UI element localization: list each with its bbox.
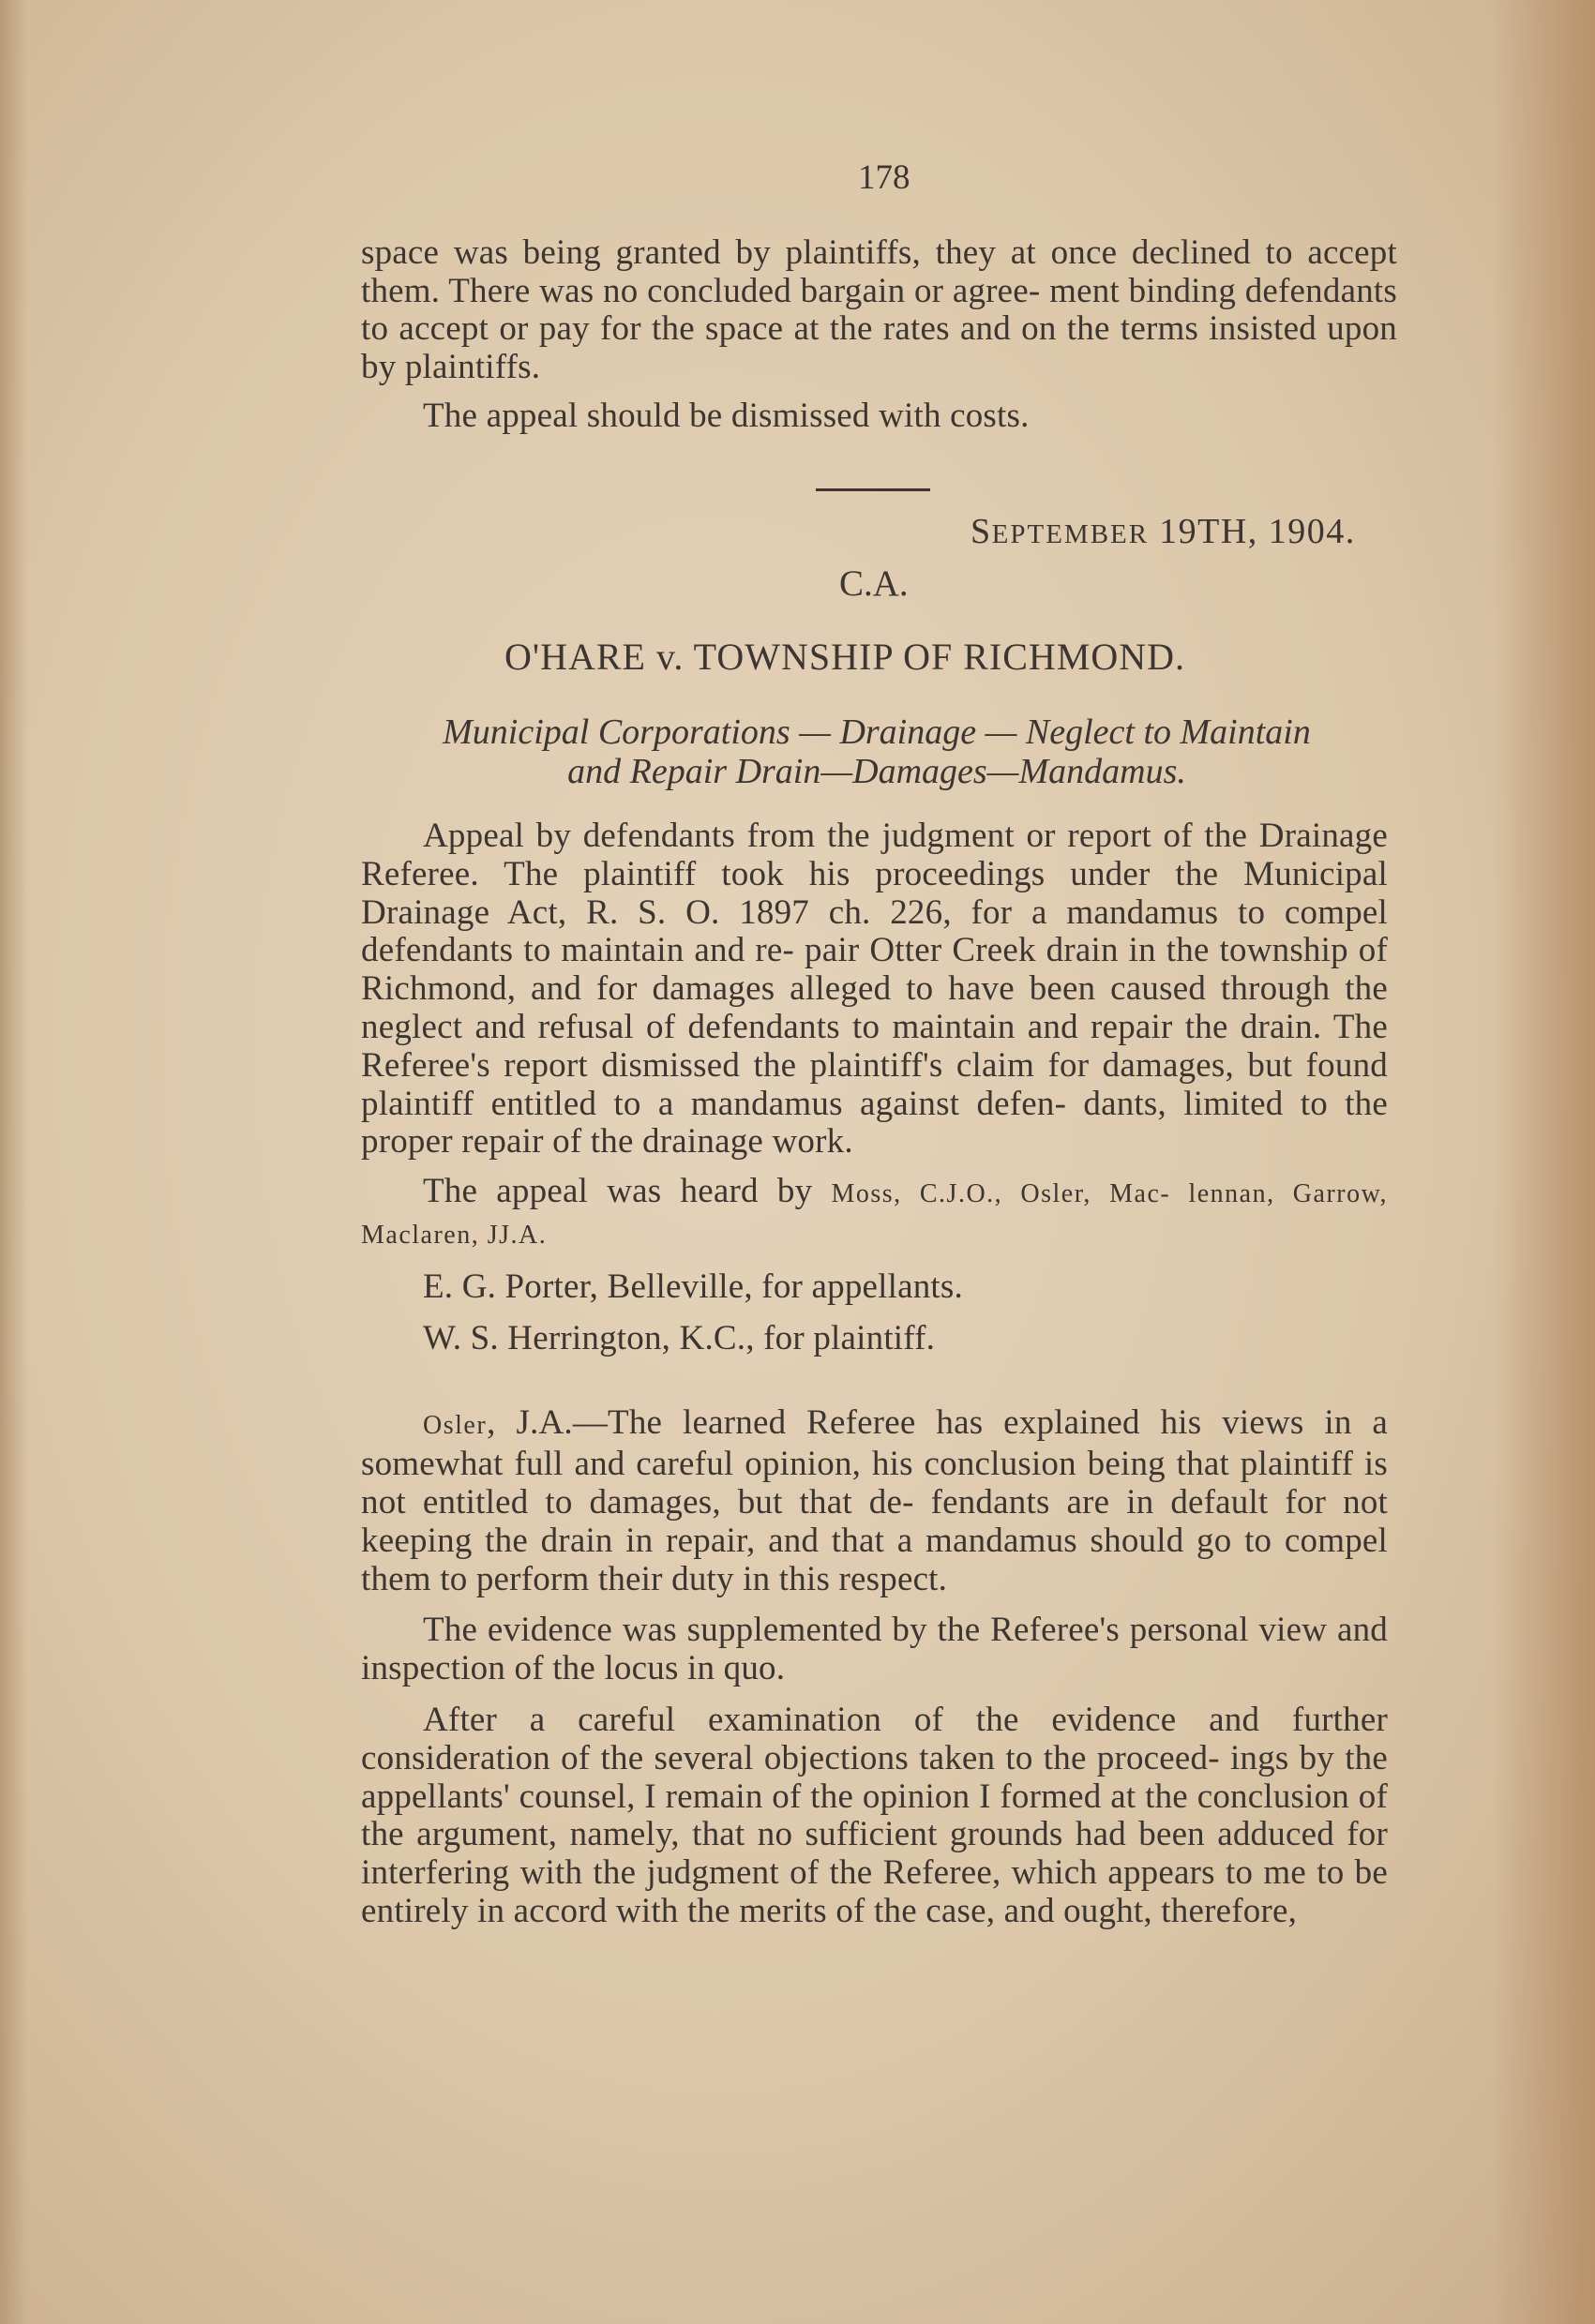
osler-body: , J.A.—The learned Referee has explained his views in a somewhat full and careful opinion, his conclusion being that plaintiff is not entitled to damages, but that de- fendants are in default for not keeping the drain in repair, and that a mandamus should go to compel them to perform their duty in this respect. bbox=[361, 1403, 1388, 1598]
case-date bbox=[971, 511, 1356, 552]
case-body bbox=[361, 817, 1388, 1931]
headnote-line-2: and Repair Drain—Damages—Mandamus. bbox=[567, 752, 1186, 791]
section-divider bbox=[816, 488, 930, 491]
paragraph-evidence: The evidence was supplemented by the Referee's personal view and inspection of the locus in quo. bbox=[361, 1611, 1388, 1688]
case-title: O'HARE v. TOWNSHIP OF RICHMOND. bbox=[504, 636, 1186, 678]
counsel-appellants: E. G. Porter, Belleville, for appellants. bbox=[423, 1267, 963, 1306]
heard-prefix: The appeal was heard by bbox=[423, 1172, 832, 1211]
page-edge-left bbox=[0, 0, 28, 2324]
court-label: C.A. bbox=[839, 563, 909, 604]
page-number: 178 bbox=[858, 158, 910, 197]
paragraph-osler bbox=[361, 1404, 1388, 1598]
headnote-line-1: Municipal Corporations — Drainage — Neglect to Maintain bbox=[443, 712, 1311, 752]
date-initial: S bbox=[971, 512, 992, 551]
page-edge-right bbox=[1492, 0, 1595, 2324]
date-day-year: 19TH, 1904. bbox=[1149, 512, 1356, 551]
paragraph-heard bbox=[361, 1173, 1388, 1255]
paragraph-examination: After a careful examination of the evidence and further consideration of the several objections taken to the proceed- ings by the appellants' counsel, I remain of the opinion I formed at the conclusion of the argument, namely, that no sufficient grounds had been adduced for interfering with the judgment of the Referee, which appears to me to be entirely in accord with the merits of the case, and ought, therefore, bbox=[361, 1700, 1388, 1930]
judge-name: Osler bbox=[423, 1411, 488, 1441]
counsel-plaintiff: W. S. Herrington, K.C., for plaintiff. bbox=[423, 1318, 936, 1357]
paragraph-continued: space was being granted by plaintiffs, they at once declined to accept them. There was no concluded bargain or agree- ment binding defendants to accept or pay for the space at the rates and on the terms insisted upon by plaintiffs. bbox=[361, 233, 1397, 386]
paragraph-appeal: Appeal by defendants from the judgment or report of the Drainage Referee. The plaintiff took his proceedings under the Municipal Drainage Act, R. S. O. 1897 ch. 226, for a mandamus to compel defendants to maintain and re- pair Otter Creek drain in the township of Richmond, and for damages alleged to have been caused through the neglect and refusal of defendants to maintain and repair the drain. The Referee's report dismissed the plaintiff's claim for damages, but found plaintiff entitled to a mandamus against defen- dants, limited to the proper repair of the drainage work. bbox=[361, 817, 1388, 1162]
heard-judges: Moss, C.J.O., Osler, Mac- lennan, Garrow, Maclaren, JJ.A. bbox=[361, 1179, 1388, 1250]
date-month: EPTEMBER bbox=[991, 519, 1150, 549]
paragraph-conclusion: The appeal should be dismissed with costs. bbox=[423, 397, 1030, 435]
headnote bbox=[361, 712, 1392, 791]
continued-text bbox=[361, 234, 1397, 436]
